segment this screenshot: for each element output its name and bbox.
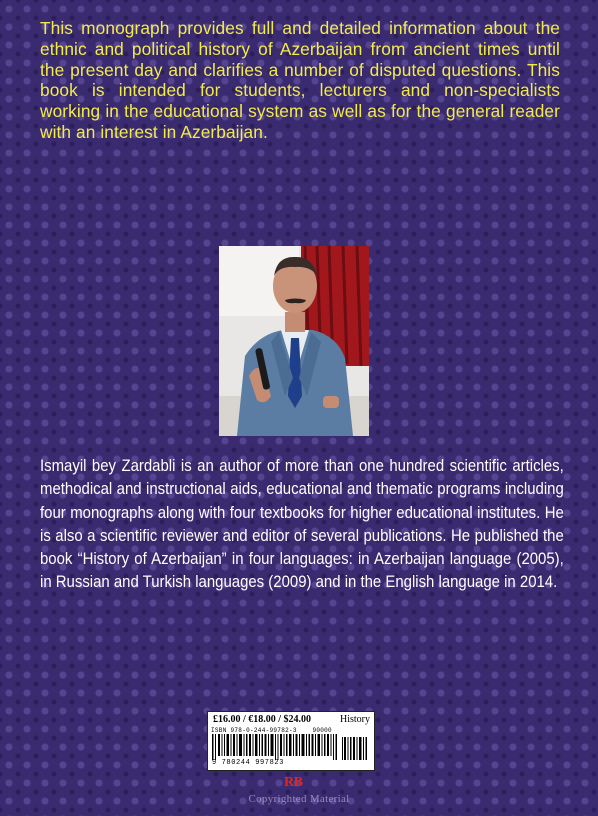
copyright-watermark: Copyrighted Material — [248, 793, 350, 805]
isbn-text: ISBN 978-0-244-99782-3 90000 — [211, 727, 332, 734]
publisher-logo: RB — [284, 775, 303, 790]
category-text: History — [340, 714, 370, 725]
author-biography: Ismayil bey Zardabli is an author of more than one hundred scientific articles, methodical and instructional aids, educational and thematic programs including four monographs along with four textbooks for higher educational institutes. He is also a scientific reviewer and editor of several publications. He published the book “History of Azerbaijan” in four languages: in Azerbaijan language (2005), in Russian and Turkish languages (2009) and in the English language in 2014. — [40, 456, 564, 592]
barcode-digits: 9 780244 997823 — [212, 759, 285, 767]
author-photo — [219, 246, 369, 436]
barcode-label — [207, 711, 375, 771]
price-text: £16.00 / €18.00 / $24.00 — [213, 714, 312, 725]
book-description: This monograph provides full and detailed information about the ethnic and political history of Azerbaijan from ancient times until the present day and clarifies a number of disputed questions. This book is intended for students, lecturers and non-specialists working in the educational system as well as for the general reader with an interest in Azerbaijan. — [40, 18, 560, 142]
barcode-graphic — [212, 734, 370, 760]
